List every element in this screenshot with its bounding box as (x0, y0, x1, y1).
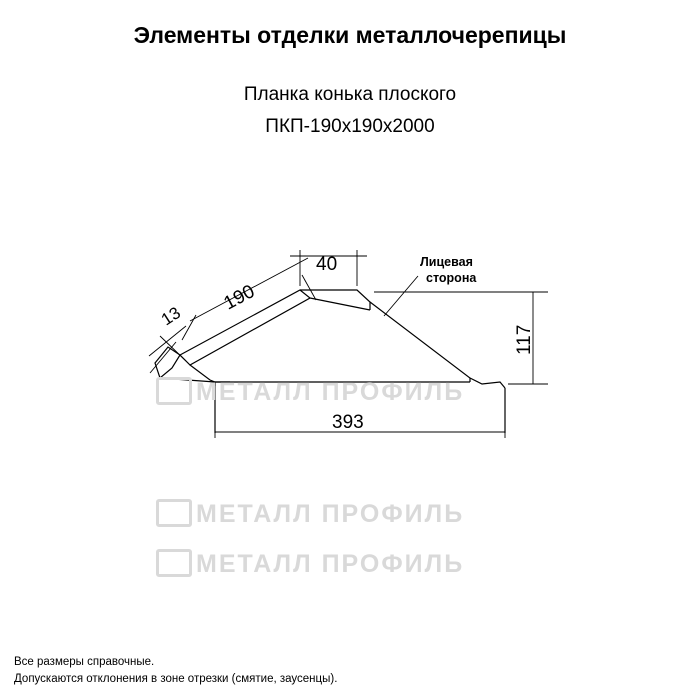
dimension-label-117: 117 (514, 324, 535, 355)
title-block (0, 20, 700, 140)
watermark-text: МЕТАЛЛ ПРОФИЛЬ (196, 500, 465, 528)
technical-drawing (0, 150, 700, 578)
right-face (370, 302, 470, 382)
product-name: Планка конька плоского (243, 84, 457, 105)
ridge-top (300, 290, 370, 310)
dimension-label-190: 190 (220, 280, 259, 315)
face-side-label-line1: Лицевая (420, 255, 473, 269)
footer-notes (14, 654, 337, 688)
face-side-label-line2: сторона (426, 271, 477, 285)
right-bottom-hem (470, 378, 505, 388)
watermark-logo-icon (156, 377, 192, 405)
watermark-logo-icon (156, 549, 192, 577)
watermark-logo-icon (156, 499, 192, 527)
watermark-text: МЕТАЛЛ ПРОФИЛЬ (196, 378, 465, 406)
lower-left-edge (190, 365, 215, 382)
dimension-label-393: 393 (332, 412, 364, 433)
face-side-leader (384, 276, 418, 316)
profile-svg (0, 150, 700, 530)
product-code: ПКП-190х190х2000 (265, 116, 435, 137)
dimension-13 (149, 326, 186, 373)
footer-note-2: Допускаются отклонения в зоне отрезки (смятие, заусенцы). (14, 673, 338, 685)
dimension-label-40: 40 (316, 254, 338, 275)
profile-outline (155, 290, 505, 388)
dimension-label-13: 13 (157, 303, 185, 330)
footer-note-1: Все размеры справочные. (14, 656, 155, 668)
page-title: Элементы отделки металлочерепицы (133, 22, 567, 48)
watermark-text: МЕТАЛЛ ПРОФИЛЬ (196, 550, 465, 578)
inner-top-line (310, 298, 370, 310)
